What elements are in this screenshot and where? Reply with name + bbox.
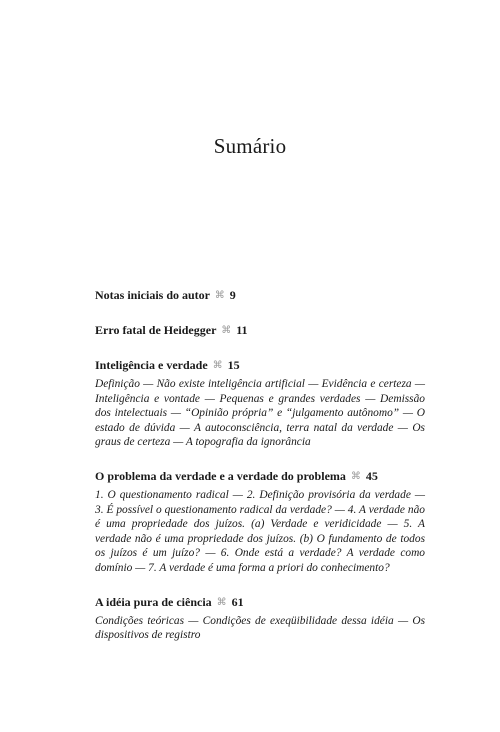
toc-entry-title: Erro fatal de Heidegger — [95, 323, 217, 337]
ornament-icon: ⌘ — [212, 360, 223, 371]
ornament-icon: ⌘ — [216, 596, 227, 608]
toc-entry-heading — [95, 357, 425, 374]
toc-entry-title: O problema da verdade e a verdade do problema — [95, 468, 346, 483]
toc-entry — [95, 594, 425, 643]
toc-entry-title: Inteligência e verdade — [95, 358, 208, 372]
toc-entry-description: Condições teóricas — Condições de exeqüibilidade dessa idéia — Os dispositivos de registro — [95, 614, 425, 642]
toc-entry — [95, 468, 425, 576]
toc-entry-heading — [95, 322, 425, 339]
toc-entry-page: 11 — [236, 323, 248, 337]
toc-entry-description: 1. O questionamento radical — 2. Definição provisória da verdade — 3. É possível o questionamento radical da verdade? — 4. A verdade não é uma propriedade dos juízos. (a) Verdade e veridicidade — 5. A verdade não é uma propriedade dos juízos. (b) O fundamento de todos os juízos é um juízo? — 6. Onde está a verdade? A verdade como domínio — 7. A verdade é uma forma a priori do conhecimento? — [95, 488, 425, 574]
toc-entry-page: 61 — [231, 594, 244, 609]
toc-entry-description: Definição — Não existe inteligência artificial — Evidência e certeza — Inteligência e vontade — Pequenas e grandes verdades — Demissão dos intelectuais — “Opinião própria” e “julgamento autônomo” — O estado de dúvida — A autoconsciência, terra natal da verdade — Os graus de certeza — A topografia da ignorância — [95, 378, 425, 449]
toc-entry-heading — [95, 468, 425, 485]
ornament-icon: ⌘ — [221, 325, 232, 336]
toc-entry-heading — [95, 594, 425, 611]
table-of-contents — [95, 287, 425, 661]
ornament-icon: ⌘ — [214, 290, 225, 301]
toc-entry-page: 45 — [365, 468, 378, 483]
ornament-icon: ⌘ — [350, 470, 361, 482]
toc-entry-page: 15 — [227, 358, 240, 372]
toc-entry — [95, 322, 425, 339]
toc-entry-heading — [95, 287, 425, 304]
toc-entry — [95, 287, 425, 304]
toc-entry-title: Notas iniciais do autor — [95, 288, 210, 302]
toc-entry-page: 9 — [229, 288, 236, 302]
toc-entry — [95, 357, 425, 450]
toc-entry-title: A idéia pura de ciência — [95, 594, 212, 609]
page-title: Sumário — [213, 134, 287, 158]
